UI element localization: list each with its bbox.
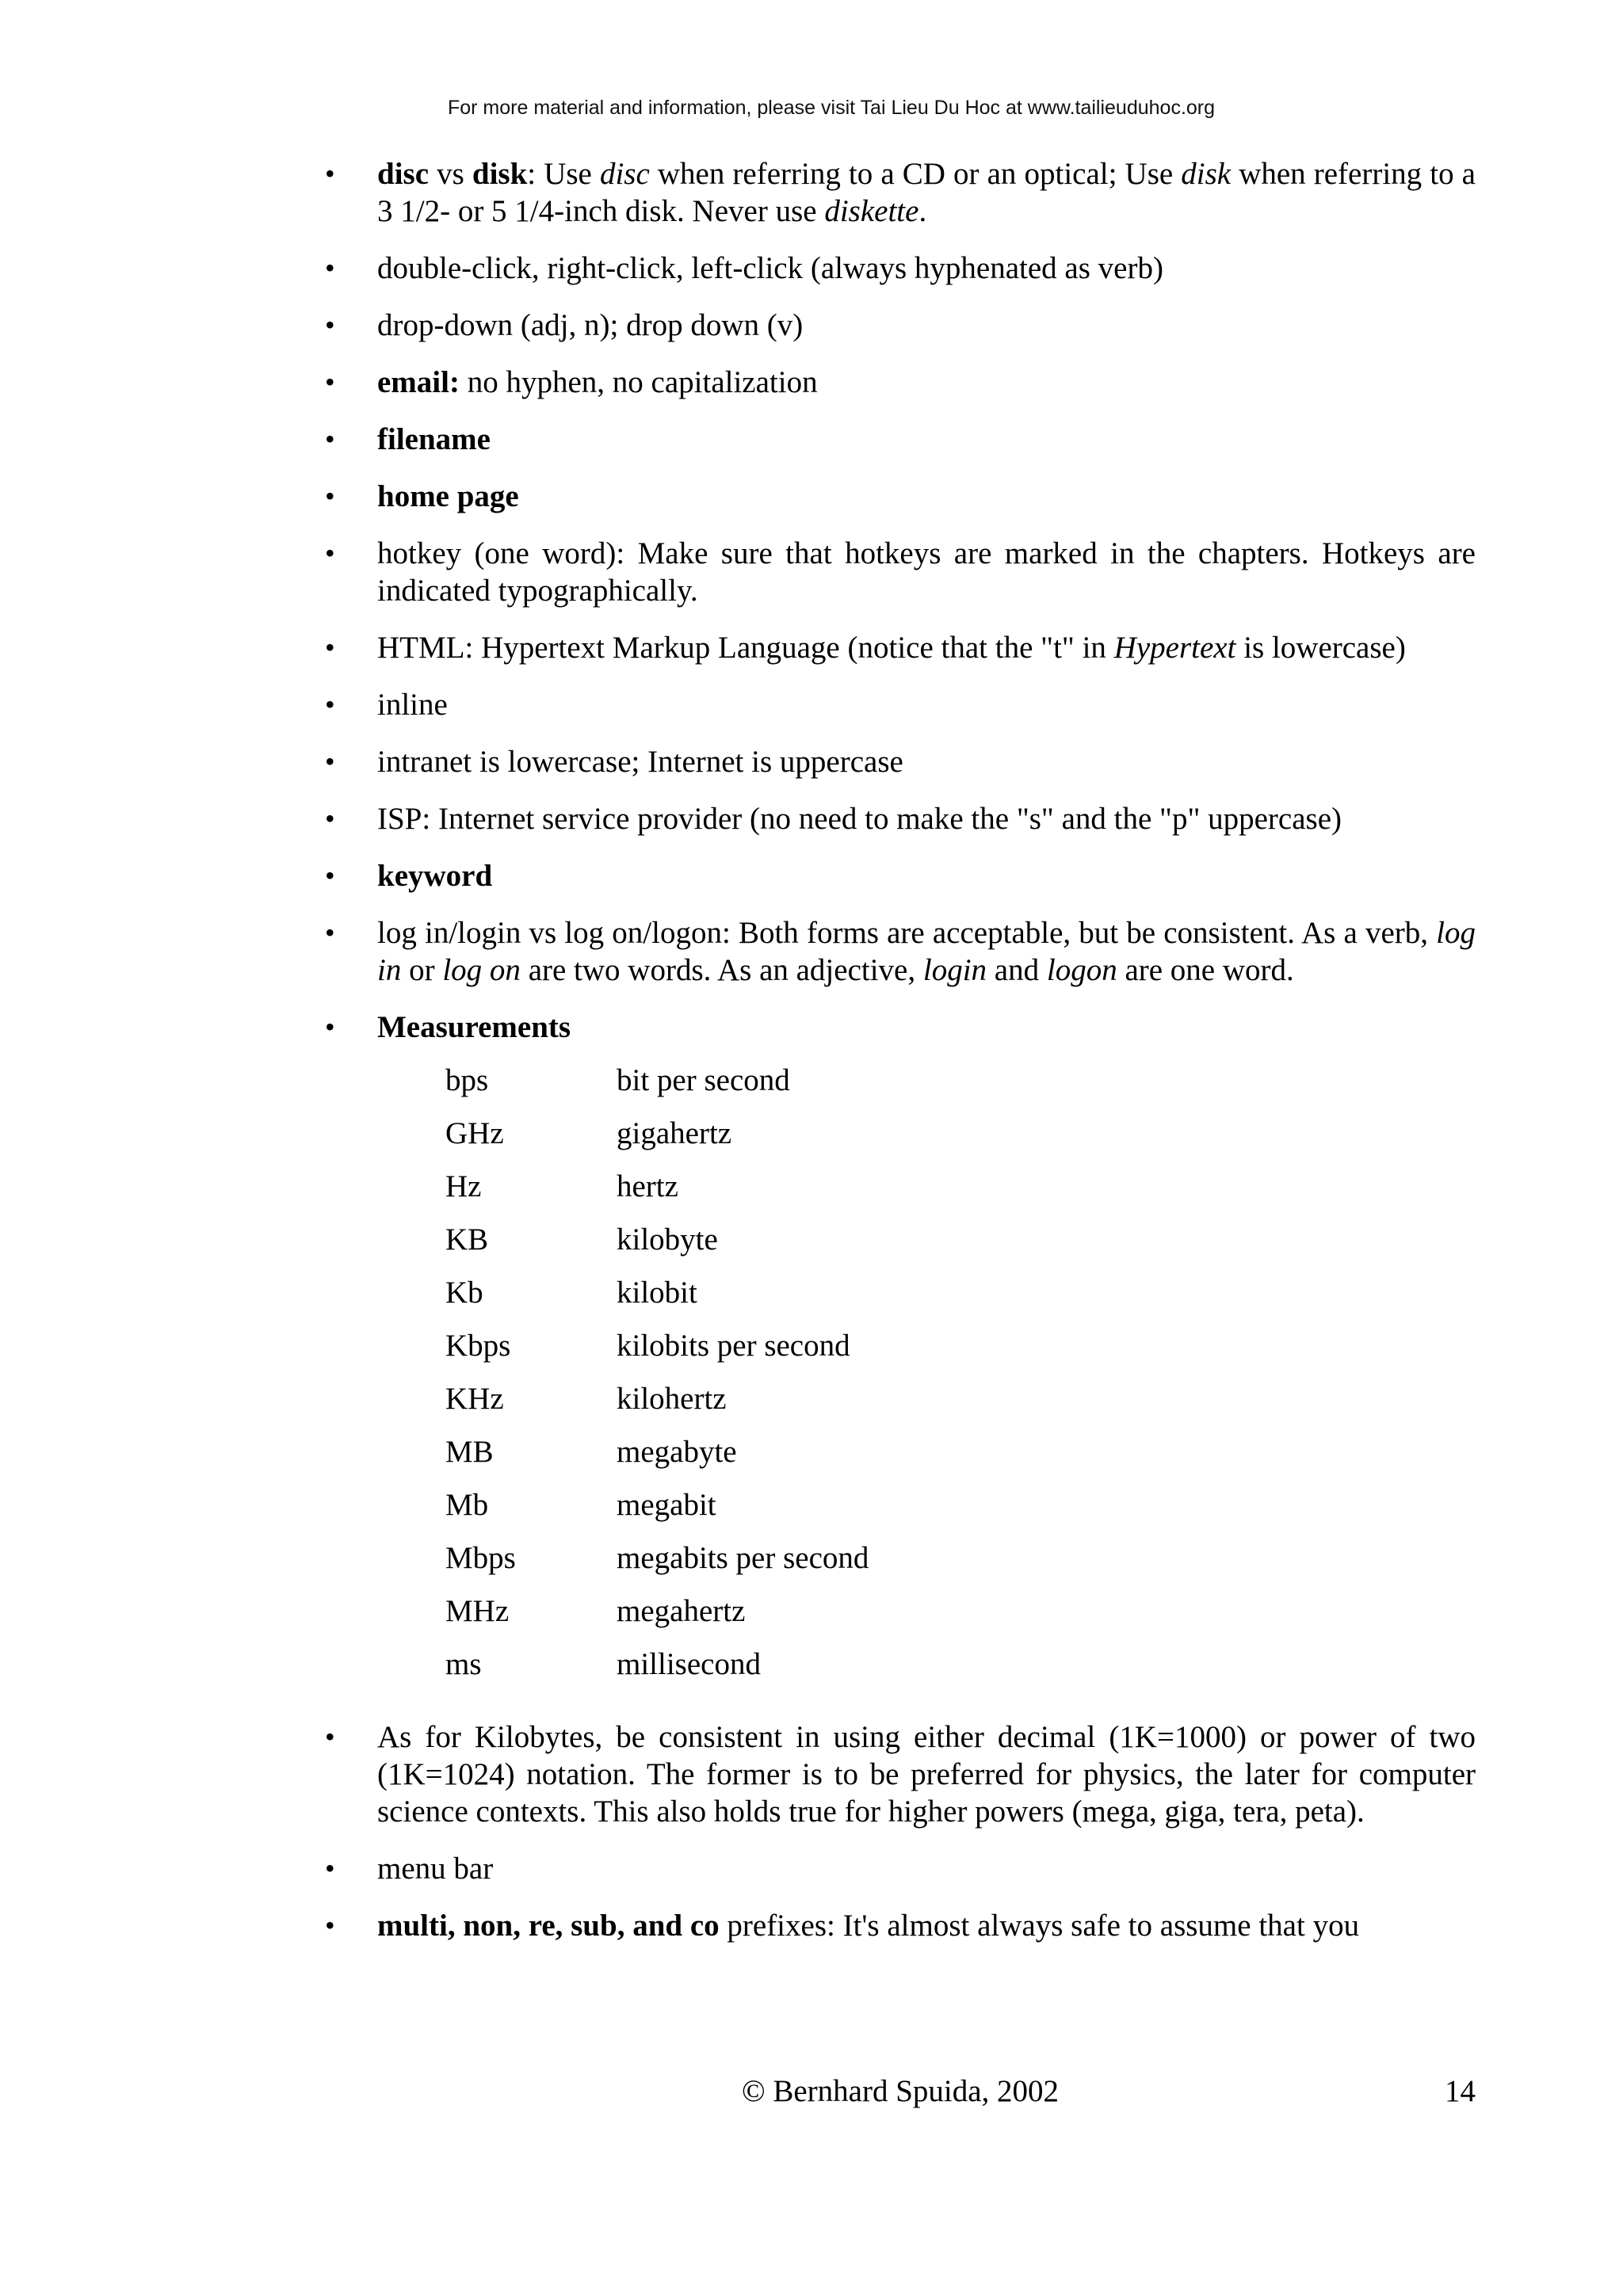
unit-description: kilobit xyxy=(617,1276,697,1310)
italic-term: Hypertext xyxy=(1113,631,1236,665)
list-item-text xyxy=(377,155,1476,230)
text-run: intranet is lowercase; Internet is uppercase xyxy=(377,745,903,779)
italic-term: log on xyxy=(442,953,521,987)
unit-abbreviation: bps xyxy=(445,1063,489,1097)
bold-term: multi, non, re, sub, and co xyxy=(377,1909,720,1943)
italic-term: diskette xyxy=(824,194,919,228)
italic-term: logon xyxy=(1046,953,1117,987)
text-run: are one word. xyxy=(1117,953,1294,987)
text-run: . xyxy=(918,194,927,228)
list-item-text xyxy=(377,1850,1476,1887)
text-run: no hyphen, no capitalization xyxy=(459,365,818,399)
text-run: and xyxy=(987,953,1047,987)
list-item xyxy=(325,535,1476,609)
page-header: For more material and information, please visit Tai Lieu Du Hoc at www.tailieuduhoc.org xyxy=(447,97,1216,119)
text-run: As for Kilobytes, be consistent in using either decimal (1K=1000) or power of two (1K=1024) notation. The former is to be preferred for physics, the later for computer science contexts. This also holds true for higher powers (mega, giga, tera, peta). xyxy=(377,1720,1476,1829)
table-row xyxy=(445,1221,1476,1274)
list-item xyxy=(325,1718,1476,1830)
list-item-text xyxy=(377,307,1476,344)
text-run: double-click, right-click, left-click (always hyphenated as verb) xyxy=(377,251,1163,285)
term-list xyxy=(325,155,1476,1964)
list-item xyxy=(325,743,1476,780)
unit-description: megabits per second xyxy=(617,1541,869,1575)
list-item xyxy=(325,1009,1476,1046)
table-row xyxy=(445,1592,1476,1646)
unit-description: megabit xyxy=(617,1488,716,1522)
unit-description: hertz xyxy=(617,1169,678,1203)
list-item xyxy=(325,307,1476,344)
list-item xyxy=(325,250,1476,287)
table-row xyxy=(445,1433,1476,1486)
bold-term: disc xyxy=(377,157,430,191)
italic-term: disk xyxy=(1181,157,1232,191)
list-item xyxy=(325,155,1476,230)
unit-description: megabyte xyxy=(617,1435,737,1469)
text-run: is lowercase) xyxy=(1235,631,1406,665)
bold-term: Measurements xyxy=(377,1010,571,1044)
list-item xyxy=(325,364,1476,401)
list-item-text xyxy=(377,686,1476,723)
unit-description: kilohertz xyxy=(617,1382,727,1416)
unit-description: kilobyte xyxy=(617,1222,718,1257)
list-item xyxy=(325,857,1476,894)
unit-abbreviation: Mb xyxy=(445,1488,489,1522)
list-item-text xyxy=(377,800,1476,837)
list-item xyxy=(325,478,1476,515)
list-item-text xyxy=(377,364,1476,401)
list-item-text xyxy=(377,629,1476,666)
list-item xyxy=(325,421,1476,458)
unit-abbreviation: GHz xyxy=(445,1116,504,1150)
unit-abbreviation: Kbps xyxy=(445,1329,511,1363)
bold-term: home page xyxy=(377,479,519,513)
list-item-text xyxy=(377,1009,1476,1046)
text-run: menu bar xyxy=(377,1852,494,1886)
table-row xyxy=(445,1115,1476,1168)
unit-abbreviation: MB xyxy=(445,1435,494,1469)
page-number: 14 xyxy=(1445,2074,1476,2108)
list-item-text xyxy=(377,535,1476,609)
text-run: HTML: Hypertext Markup Language (notice that the "t" in xyxy=(377,631,1114,665)
unit-abbreviation: MHz xyxy=(445,1594,510,1628)
text-run: prefixes: It's almost always safe to assume that you xyxy=(719,1909,1360,1943)
table-row xyxy=(445,1274,1476,1327)
table-row xyxy=(445,1539,1476,1592)
unit-abbreviation: Mbps xyxy=(445,1541,516,1575)
list-item xyxy=(325,1907,1476,1944)
list-item-text xyxy=(377,914,1476,989)
text-run: are two words. As an adjective, xyxy=(520,953,923,987)
text-run: ISP: Internet service provider (no need to make the "s" and the "p" uppercase) xyxy=(377,802,1342,836)
unit-description: kilobits per second xyxy=(617,1329,850,1363)
bold-term: disk xyxy=(472,157,528,191)
bold-term: keyword xyxy=(377,859,493,893)
text-run: hotkey (one word): Make sure that hotkeys are marked in the chapters. Hotkeys are indicated typographically. xyxy=(377,536,1476,608)
table-row xyxy=(445,1486,1476,1539)
text-run: when referring to a CD or an optical; Use xyxy=(649,157,1182,191)
text-run: or xyxy=(401,953,443,987)
list-item-text xyxy=(377,1907,1476,1944)
list-item xyxy=(325,1850,1476,1887)
text-run: : Use xyxy=(527,157,600,191)
list-item xyxy=(325,914,1476,989)
text-run: when referring to a 3 1/2- or 5 1/4-inch disk. Never use xyxy=(377,157,1476,228)
table-row xyxy=(445,1062,1476,1115)
unit-abbreviation: Hz xyxy=(445,1169,482,1203)
unit-description: bit per second xyxy=(617,1063,790,1097)
table-row xyxy=(445,1646,1476,1699)
list-item-text xyxy=(377,857,1476,894)
bold-term: email: xyxy=(377,365,460,399)
list-item xyxy=(325,629,1476,666)
list-item-text xyxy=(377,743,1476,780)
unit-description: gigahertz xyxy=(617,1116,732,1150)
italic-term: login xyxy=(922,953,987,987)
text-run: vs xyxy=(429,157,472,191)
text-run: drop-down (adj, n); drop down (v) xyxy=(377,308,804,342)
text-run: log in/login vs log on/logon: Both forms are acceptable, but be consistent. As a verb, xyxy=(377,916,1437,950)
unit-description: megahertz xyxy=(617,1594,746,1628)
list-item-text xyxy=(377,1718,1476,1830)
unit-description: millisecond xyxy=(617,1647,761,1681)
list-item-text xyxy=(377,478,1476,515)
text-run: inline xyxy=(377,688,448,722)
list-item-text xyxy=(377,421,1476,458)
measurements-table xyxy=(445,1062,1476,1699)
italic-term: log in xyxy=(377,916,1476,987)
table-row xyxy=(445,1327,1476,1380)
table-row xyxy=(445,1380,1476,1433)
table-row xyxy=(445,1168,1476,1221)
list-item xyxy=(325,686,1476,723)
list-item xyxy=(325,800,1476,837)
unit-abbreviation: ms xyxy=(445,1647,482,1681)
italic-term: disc xyxy=(599,157,650,191)
unit-abbreviation: KB xyxy=(445,1222,489,1257)
bold-term: filename xyxy=(377,422,491,456)
unit-abbreviation: KHz xyxy=(445,1382,504,1416)
copyright-notice: © Bernhard Spuida, 2002 xyxy=(741,2074,1060,2108)
unit-abbreviation: Kb xyxy=(445,1276,483,1310)
list-item-text xyxy=(377,250,1476,287)
